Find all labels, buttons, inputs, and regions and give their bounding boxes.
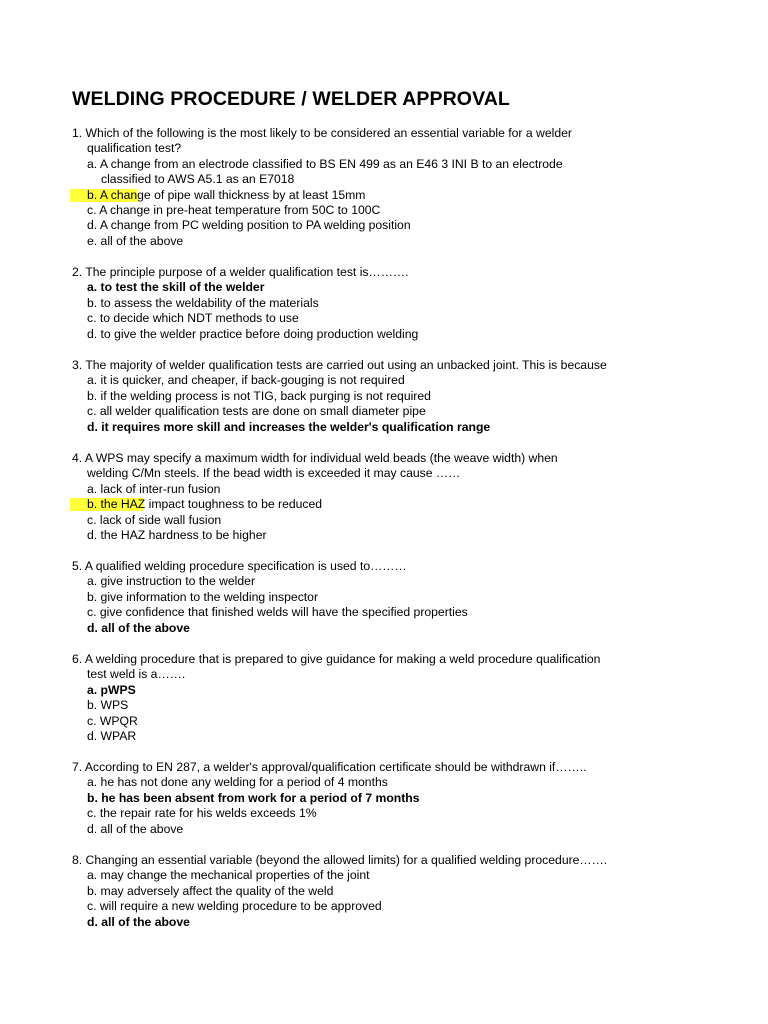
question-2 (72, 265, 752, 342)
question-stem: 5. A qualified welding procedure specification is used to……… (72, 559, 407, 573)
answer-option: a. give instruction to the welder (87, 574, 256, 589)
answer-option-correct: a. pWPS (87, 682, 136, 697)
answer-option: d. all of the above (87, 821, 184, 836)
answer-option: c. A change in pre-heat temperature from 50C to 100C (87, 202, 381, 217)
page-title: WELDING PROCEDURE / WELDER APPROVAL (72, 88, 510, 110)
answer-option: b. may adversely affect the quality of the weld (87, 883, 334, 898)
question-3 (72, 358, 752, 435)
answer-option: e. all of the above (87, 233, 184, 248)
answer-option: c. WPQR (87, 713, 138, 728)
question-stem: 8. Changing an essential variable (beyond the allowed limits) for a qualified welding procedure……. (72, 853, 608, 867)
question-stem: test weld is a……. (87, 667, 186, 682)
answer-option-correct: b. he has been absent from work for a period of 7 months (87, 790, 420, 805)
answer-option: a. he has not done any welding for a period of 4 months (87, 775, 388, 790)
answer-text: b. the HAZ impact toughness to be reduced (87, 497, 323, 512)
question-stem: 7. According to EN 287, a welder's approval/qualification certificate should be withdrawn if…….. (72, 760, 587, 774)
question-stem: 6. A welding procedure that is prepared to give guidance for making a weld procedure qualification (72, 652, 601, 666)
question-stem: 1. Which of the following is the most likely to be considered an essential variable for a welder (72, 126, 572, 140)
answer-option: c. give confidence that finished welds will have the specified properties (87, 605, 468, 620)
answer-option: c. will require a new welding procedure to be approved (87, 899, 382, 914)
answer-option: d. to give the welder practice before doing production welding (87, 326, 419, 341)
answer-option: a. it is quicker, and cheaper, if back-gouging is not required (87, 373, 405, 388)
question-1 (72, 126, 752, 249)
answer-option: d. the HAZ hardness to be higher (87, 527, 267, 542)
answer-option: c. all welder qualification tests are done on small diameter pipe (87, 404, 426, 419)
question-4 (72, 451, 752, 543)
answer-option: classified to AWS A5.1 as an E7018 (101, 172, 295, 187)
answer-option-highlighted (72, 497, 752, 512)
question-stem: 2. The principle purpose of a welder qualification test is………. (72, 265, 409, 279)
answer-option: c. the repair rate for his welds exceeds 1% (87, 806, 317, 821)
question-8 (72, 853, 752, 930)
answer-option-correct: a. to test the skill of the welder (87, 280, 265, 295)
answer-option-highlighted (72, 188, 752, 203)
answer-option: b. WPS (87, 698, 129, 713)
answer-option-correct: d. all of the above (87, 620, 190, 635)
question-stem: welding C/Mn steels. If the bead width is exceeded it may cause …… (87, 466, 461, 481)
answer-option: b. give information to the welding inspector (87, 589, 319, 604)
answer-option: a. A change from an electrode classified to BS EN 499 as an E46 3 INI B to an electrode (87, 156, 563, 171)
answer-text: b. A change of pipe wall thickness by at least 15mm (87, 187, 366, 202)
answer-option: c. lack of side wall fusion (87, 512, 222, 527)
answer-option: d. WPAR (87, 728, 137, 743)
answer-option: a. may change the mechanical properties of the joint (87, 868, 370, 883)
answer-option: b. to assess the weldability of the materials (87, 295, 319, 310)
question-stem: qualification test? (87, 141, 182, 156)
question-stem: 4. A WPS may specify a maximum width for individual weld beads (the weave width) when (72, 451, 558, 465)
answer-option: c. to decide which NDT methods to use (87, 311, 299, 326)
question-stem: 3. The majority of welder qualification tests are carried out using an unbacked joint. This is because (72, 358, 607, 372)
answer-option-correct: d. it requires more skill and increases the welder's qualification range (87, 419, 491, 434)
question-7 (72, 760, 752, 837)
answer-option: a. lack of inter-run fusion (87, 481, 221, 496)
question-5 (72, 559, 752, 636)
question-6 (72, 652, 752, 744)
answer-option: d. A change from PC welding position to PA welding position (87, 218, 411, 233)
answer-option-correct: d. all of the above (87, 914, 190, 929)
answer-option: b. if the welding process is not TIG, back purging is not required (87, 388, 431, 403)
